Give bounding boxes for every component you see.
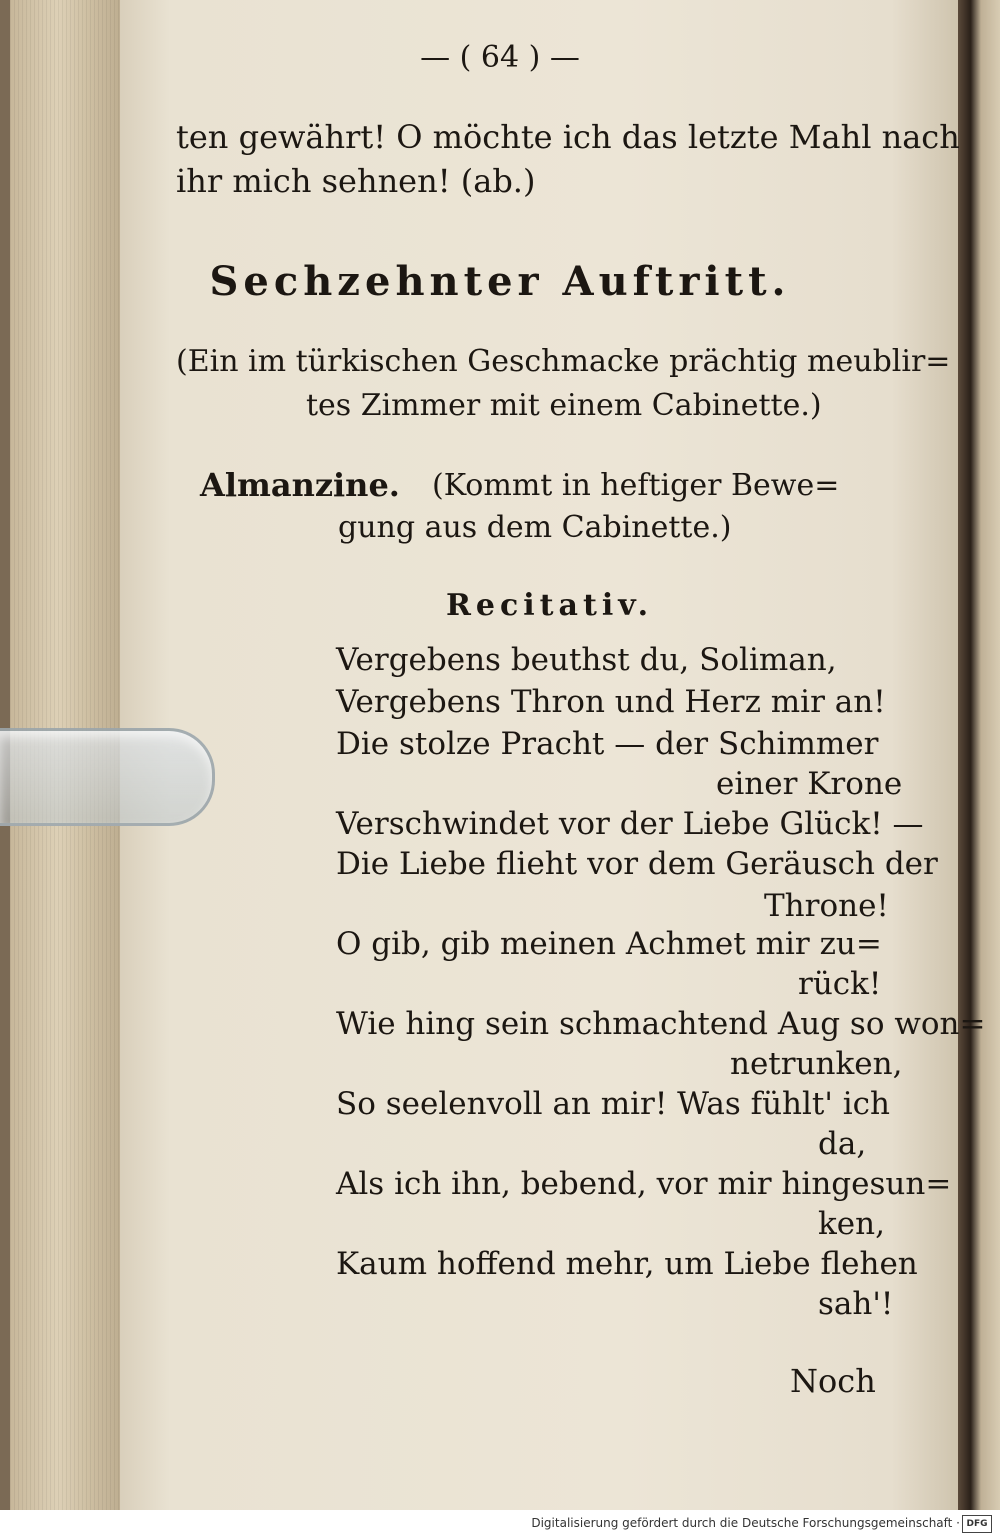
page-marker-tab [0, 728, 215, 826]
verse-line-11: netrunken, [730, 1046, 903, 1082]
book-gutter [958, 0, 1000, 1510]
speaker-direction-line-2: gung aus dem Cabinette.) [338, 510, 732, 545]
verse-line-15: ken, [818, 1206, 885, 1242]
continuation-line-2: ihr mich sehnen! (ab.) [176, 162, 536, 200]
verse-line-6: Die Liebe flieht vor dem Geräusch der [336, 846, 938, 882]
verse-line-13: da, [818, 1126, 867, 1162]
stage-direction-line-2: tes Zimmer mit einem Cabinette.) [306, 388, 822, 423]
verse-line-7: Throne! [764, 888, 889, 924]
page-header: — ( 64 ) — [420, 40, 580, 75]
verse-line-14: Als ich ihn, bebend, vor mir hingesun= [336, 1166, 952, 1202]
dfg-logo: DFG [962, 1515, 992, 1533]
verse-line-17: sah'! [818, 1286, 894, 1322]
verse-line-1: Vergebens beuthst du, Soliman, [336, 642, 837, 678]
digitization-footer [0, 1510, 1000, 1536]
verse-line-2: Vergebens Thron und Herz mir an! [336, 684, 886, 720]
speaker-name: Almanzine. [200, 466, 400, 504]
catchword: Noch [790, 1362, 876, 1400]
verse-line-12: So seelenvoll an mir! Was fühlt' ich [336, 1086, 890, 1122]
verse-line-8: O gib, gib meinen Achmet mir zu= [336, 926, 882, 962]
verse-line-10: Wie hing sein schmachtend Aug so won= [336, 1006, 986, 1042]
verse-line-5: Verschwindet vor der Liebe Glück! — [336, 806, 924, 842]
stage-direction-line-1: (Ein im türkischen Geschmacke prächtig meublir= [176, 344, 951, 379]
scene-heading: Sechzehnter Auftritt. [209, 258, 791, 305]
section-label: Recitativ. [446, 588, 654, 623]
verse-line-4: einer Krone [716, 766, 903, 802]
verse-line-9: rück! [798, 966, 882, 1002]
verse-line-3: Die stolze Pracht — der Schimmer [336, 726, 879, 762]
footer-credit: Digitalisierung gefördert durch die Deutsche Forschungsgemeinschaft · [531, 1516, 960, 1530]
speaker-direction-line-1: (Kommt in heftiger Bewe= [432, 468, 840, 503]
verse-line-16: Kaum hoffend mehr, um Liebe flehen [336, 1246, 918, 1282]
continuation-line-1: ten gewährt! O möchte ich das letzte Mahl nach [176, 118, 960, 156]
